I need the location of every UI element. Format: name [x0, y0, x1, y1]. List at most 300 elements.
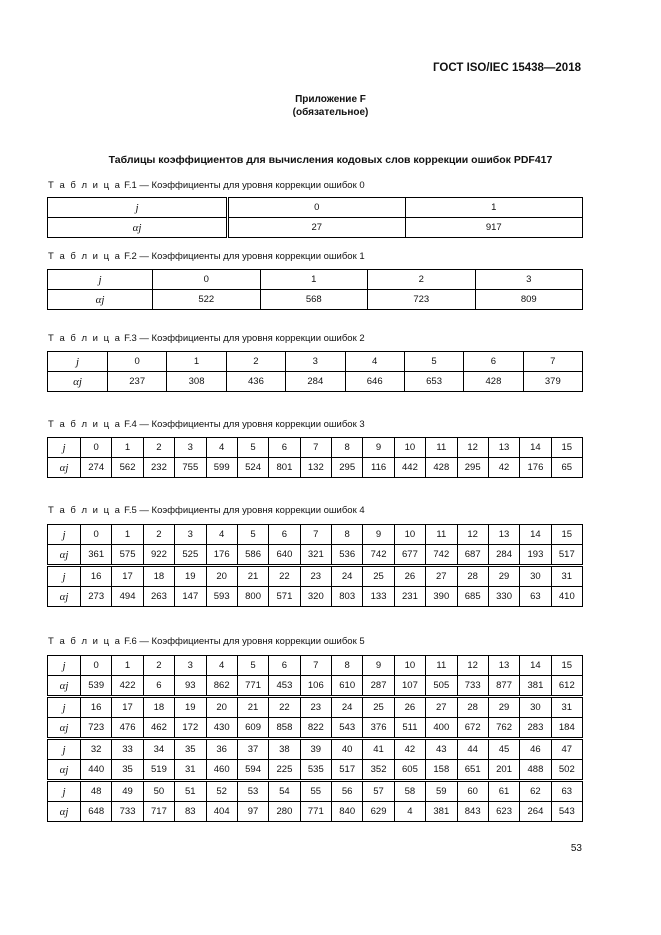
index-cell: 41: [363, 739, 394, 760]
index-row: [48, 352, 583, 372]
index-cell: 45: [488, 739, 519, 760]
index-cell: 37: [237, 739, 268, 760]
index-cell: 56: [332, 781, 363, 802]
index-cell: 11: [426, 525, 457, 545]
table-caption: [48, 505, 365, 516]
index-cell: 17: [112, 697, 143, 718]
index-cell: 61: [488, 781, 519, 802]
index-cell: 36: [206, 739, 237, 760]
coefficient-cell: 605: [394, 760, 425, 781]
coefficient-cell: 225: [269, 760, 300, 781]
index-cell: 16: [81, 566, 112, 587]
index-cell: 38: [269, 739, 300, 760]
index-cell: 12: [457, 438, 488, 458]
coefficient-cell: 284: [488, 545, 519, 566]
coefficient-cell: 494: [112, 587, 143, 607]
index-cell: 6: [269, 438, 300, 458]
index-cell: 12: [457, 656, 488, 676]
row-label-alpha: αj: [48, 802, 81, 822]
coefficient-cell: 231: [394, 587, 425, 607]
index-cell: 13: [488, 438, 519, 458]
index-cell: 0: [81, 438, 112, 458]
coefficient-cell: 440: [81, 760, 112, 781]
row-label-j: j: [48, 566, 81, 587]
table-caption: [48, 419, 365, 430]
index-cell: 35: [175, 739, 206, 760]
coefficient-cell: 593: [206, 587, 237, 607]
coefficient-row: [48, 587, 583, 607]
index-cell: 26: [394, 566, 425, 587]
index-cell: 15: [551, 438, 582, 458]
coefficient-cell: 677: [394, 545, 425, 566]
index-cell: 43: [426, 739, 457, 760]
index-cell: 49: [112, 781, 143, 802]
coefficient-cell: 517: [551, 545, 582, 566]
coefficient-cell: 264: [520, 802, 551, 822]
coefficient-row: [48, 545, 583, 566]
row-label-alpha: αj: [48, 718, 81, 739]
index-cell: 1: [112, 438, 143, 458]
index-cell: 11: [426, 656, 457, 676]
coefficient-cell: 133: [363, 587, 394, 607]
coefficient-cell: 132: [300, 458, 331, 478]
coefficient-table: [47, 655, 583, 822]
index-row: [48, 697, 583, 718]
table-caption: [48, 636, 365, 647]
coefficient-cell: 6: [143, 676, 174, 697]
index-cell: 40: [332, 739, 363, 760]
index-cell: 17: [112, 566, 143, 587]
index-cell: 39: [300, 739, 331, 760]
index-cell: 25: [363, 566, 394, 587]
index-cell: 16: [81, 697, 112, 718]
coefficient-cell: 809: [475, 290, 583, 310]
index-cell: 54: [269, 781, 300, 802]
row-label-alpha: αj: [48, 676, 81, 697]
row-label-alpha: αj: [48, 290, 153, 310]
row-label-j: j: [48, 781, 81, 802]
coefficient-row: [48, 676, 583, 697]
coefficient-cell: 840: [332, 802, 363, 822]
index-cell: 59: [426, 781, 457, 802]
index-cell: 5: [237, 525, 268, 545]
index-cell: 52: [206, 781, 237, 802]
coefficient-table: [47, 437, 583, 478]
table-caption-text: F.3 — Коэффициенты для уровня коррекции ошибок 2: [121, 333, 365, 344]
coefficient-table: [47, 269, 583, 310]
coefficient-cell: 522: [153, 290, 261, 310]
coefficient-cell: 274: [81, 458, 112, 478]
index-cell: 10: [394, 438, 425, 458]
table-caption-prefix: Т а б л и ц а: [48, 505, 122, 516]
index-cell: 8: [332, 438, 363, 458]
coefficient-cell: 176: [520, 458, 551, 478]
coefficient-cell: 594: [237, 760, 268, 781]
coefficient-cell: 27: [228, 218, 406, 238]
coefficient-cell: 263: [143, 587, 174, 607]
index-cell: 58: [394, 781, 425, 802]
coefficient-cell: 379: [523, 372, 582, 392]
row-label-alpha: αj: [48, 760, 81, 781]
index-cell: 15: [551, 656, 582, 676]
coefficient-cell: 158: [426, 760, 457, 781]
coefficient-cell: 917: [405, 218, 583, 238]
index-cell: 28: [457, 697, 488, 718]
index-cell: 55: [300, 781, 331, 802]
index-cell: 24: [332, 697, 363, 718]
index-cell: 9: [363, 656, 394, 676]
coefficient-cell: 65: [551, 458, 582, 478]
coefficient-cell: 107: [394, 676, 425, 697]
index-row: [48, 438, 583, 458]
index-cell: 1: [112, 656, 143, 676]
index-cell: 0: [228, 198, 406, 218]
coefficient-cell: 610: [332, 676, 363, 697]
row-label-alpha: αj: [48, 587, 81, 607]
page-number: 53: [570, 843, 582, 854]
coefficient-cell: 330: [488, 587, 519, 607]
coefficient-cell: 612: [551, 676, 582, 697]
row-label-j: j: [48, 438, 81, 458]
index-cell: 29: [488, 566, 519, 587]
coefficient-cell: 42: [488, 458, 519, 478]
coefficient-cell: 430: [206, 718, 237, 739]
coefficient-cell: 428: [426, 458, 457, 478]
index-cell: 9: [363, 438, 394, 458]
row-label-alpha: αj: [48, 545, 81, 566]
index-cell: 53: [237, 781, 268, 802]
index-cell: 24: [332, 566, 363, 587]
coefficient-cell: 232: [143, 458, 174, 478]
table-caption-text: F.2 — Коэффициенты для уровня коррекции ошибок 1: [121, 251, 365, 262]
index-cell: 8: [332, 656, 363, 676]
annex-title: Приложение F: [295, 94, 366, 105]
table-caption-text: F.4 — Коэффициенты для уровня коррекции ошибок 3: [121, 419, 365, 430]
coefficient-cell: 31: [175, 760, 206, 781]
coefficient-cell: 410: [551, 587, 582, 607]
coefficient-cell: 361: [81, 545, 112, 566]
coefficient-row: [48, 218, 583, 238]
index-cell: 4: [206, 525, 237, 545]
coefficient-cell: 733: [457, 676, 488, 697]
table-caption: [48, 180, 365, 191]
coefficient-cell: 562: [112, 458, 143, 478]
index-row: [48, 198, 583, 218]
coefficient-cell: 201: [488, 760, 519, 781]
index-cell: 18: [143, 697, 174, 718]
index-cell: 21: [237, 697, 268, 718]
coefficient-cell: 63: [520, 587, 551, 607]
row-label-j: j: [48, 352, 108, 372]
coefficient-cell: 648: [81, 802, 112, 822]
coefficient-cell: 723: [368, 290, 476, 310]
index-cell: 12: [457, 525, 488, 545]
coefficient-cell: 651: [457, 760, 488, 781]
coefficient-cell: 320: [300, 587, 331, 607]
page-title: Таблицы коэффициентов для вычисления кодовых слов коррекции ошибок PDF417: [108, 154, 553, 166]
coefficient-cell: 524: [237, 458, 268, 478]
coefficient-cell: 519: [143, 760, 174, 781]
index-cell: 14: [520, 656, 551, 676]
index-cell: 29: [488, 697, 519, 718]
coefficient-cell: 284: [286, 372, 345, 392]
coefficient-cell: 381: [426, 802, 457, 822]
index-cell: 3: [175, 656, 206, 676]
coefficient-cell: 543: [551, 802, 582, 822]
index-cell: 15: [551, 525, 582, 545]
index-cell: 0: [153, 270, 261, 290]
coefficient-cell: 488: [520, 760, 551, 781]
index-cell: 42: [394, 739, 425, 760]
index-cell: 7: [523, 352, 582, 372]
index-cell: 0: [81, 525, 112, 545]
index-cell: 13: [488, 525, 519, 545]
index-cell: 44: [457, 739, 488, 760]
index-row: [48, 525, 583, 545]
index-cell: 3: [475, 270, 583, 290]
coefficient-cell: 742: [363, 545, 394, 566]
coefficient-cell: 428: [464, 372, 523, 392]
coefficient-cell: 539: [81, 676, 112, 697]
index-cell: 10: [394, 656, 425, 676]
coefficient-cell: 762: [488, 718, 519, 739]
coefficient-row: [48, 372, 583, 392]
coefficient-cell: 442: [394, 458, 425, 478]
index-cell: 31: [551, 566, 582, 587]
coefficient-cell: 568: [260, 290, 368, 310]
row-label-alpha: αj: [48, 372, 108, 392]
index-cell: 7: [300, 525, 331, 545]
coefficient-cell: 83: [175, 802, 206, 822]
index-cell: 27: [426, 566, 457, 587]
coefficient-cell: 35: [112, 760, 143, 781]
table-caption-prefix: Т а б л и ц а: [48, 333, 122, 344]
coefficient-cell: 476: [112, 718, 143, 739]
coefficient-cell: 97: [237, 802, 268, 822]
index-cell: 5: [237, 656, 268, 676]
coefficient-cell: 283: [520, 718, 551, 739]
index-cell: 8: [332, 525, 363, 545]
coefficient-cell: 755: [175, 458, 206, 478]
index-cell: 2: [143, 525, 174, 545]
coefficient-table: [47, 524, 583, 607]
index-cell: 1: [167, 352, 226, 372]
index-cell: 0: [81, 656, 112, 676]
coefficient-cell: 862: [206, 676, 237, 697]
table-caption-prefix: Т а б л и ц а: [48, 251, 122, 262]
coefficient-cell: 575: [112, 545, 143, 566]
coefficient-cell: 646: [345, 372, 404, 392]
table-caption: [48, 333, 365, 344]
index-cell: 14: [520, 438, 551, 458]
index-cell: 3: [175, 438, 206, 458]
table-caption-text: F.1 — Коэффициенты для уровня коррекции ошибок 0: [121, 180, 365, 191]
index-cell: 6: [269, 525, 300, 545]
index-cell: 32: [81, 739, 112, 760]
coefficient-cell: 352: [363, 760, 394, 781]
coefficient-row: [48, 290, 583, 310]
coefficient-cell: 460: [206, 760, 237, 781]
index-cell: 1: [260, 270, 368, 290]
coefficient-cell: 586: [237, 545, 268, 566]
coefficient-cell: 922: [143, 545, 174, 566]
annex-status: (обязательное): [292, 107, 369, 118]
index-row: [48, 270, 583, 290]
coefficient-cell: 801: [269, 458, 300, 478]
index-row: [48, 566, 583, 587]
table-caption-prefix: Т а б л и ц а: [48, 636, 122, 647]
table-caption-text: F.6 — Коэффициенты для уровня коррекции ошибок 5: [121, 636, 365, 647]
coefficient-cell: 672: [457, 718, 488, 739]
index-cell: 27: [426, 697, 457, 718]
table-caption-prefix: Т а б л и ц а: [48, 419, 122, 430]
index-cell: 2: [143, 438, 174, 458]
coefficient-cell: 381: [520, 676, 551, 697]
coefficient-cell: 4: [394, 802, 425, 822]
coefficient-table: [47, 197, 583, 238]
coefficient-cell: 717: [143, 802, 174, 822]
index-cell: 2: [368, 270, 476, 290]
coefficient-cell: 822: [300, 718, 331, 739]
table-caption-prefix: Т а б л и ц а: [48, 180, 122, 191]
index-cell: 21: [237, 566, 268, 587]
coefficient-cell: 511: [394, 718, 425, 739]
coefficient-cell: 536: [332, 545, 363, 566]
index-cell: 5: [404, 352, 463, 372]
index-row: [48, 656, 583, 676]
index-cell: 10: [394, 525, 425, 545]
index-cell: 4: [345, 352, 404, 372]
coefficient-cell: 535: [300, 760, 331, 781]
coefficient-cell: 803: [332, 587, 363, 607]
index-cell: 14: [520, 525, 551, 545]
coefficient-cell: 723: [81, 718, 112, 739]
index-cell: 0: [108, 352, 167, 372]
coefficient-cell: 321: [300, 545, 331, 566]
row-label-alpha: αj: [48, 458, 81, 478]
row-label-j: j: [48, 739, 81, 760]
row-label-j: j: [48, 656, 81, 676]
index-cell: 6: [269, 656, 300, 676]
index-cell: 60: [457, 781, 488, 802]
row-label-j: j: [48, 697, 81, 718]
index-cell: 7: [300, 438, 331, 458]
index-row: [48, 739, 583, 760]
coefficient-cell: 640: [269, 545, 300, 566]
coefficient-cell: 308: [167, 372, 226, 392]
coefficient-cell: 147: [175, 587, 206, 607]
coefficient-cell: 629: [363, 802, 394, 822]
index-cell: 2: [143, 656, 174, 676]
coefficient-cell: 502: [551, 760, 582, 781]
index-cell: 62: [520, 781, 551, 802]
coefficient-cell: 237: [108, 372, 167, 392]
index-cell: 3: [175, 525, 206, 545]
index-cell: 47: [551, 739, 582, 760]
coefficient-row: [48, 760, 583, 781]
index-cell: 28: [457, 566, 488, 587]
index-cell: 6: [464, 352, 523, 372]
coefficient-cell: 733: [112, 802, 143, 822]
coefficient-cell: 172: [175, 718, 206, 739]
index-cell: 48: [81, 781, 112, 802]
coefficient-cell: 505: [426, 676, 457, 697]
index-row: [48, 781, 583, 802]
coefficient-cell: 599: [206, 458, 237, 478]
index-cell: 11: [426, 438, 457, 458]
coefficient-cell: 193: [520, 545, 551, 566]
index-cell: 30: [520, 566, 551, 587]
index-cell: 18: [143, 566, 174, 587]
index-cell: 1: [405, 198, 583, 218]
coefficient-cell: 771: [237, 676, 268, 697]
coefficient-cell: 685: [457, 587, 488, 607]
index-cell: 31: [551, 697, 582, 718]
coefficient-cell: 687: [457, 545, 488, 566]
index-cell: 51: [175, 781, 206, 802]
coefficient-cell: 525: [175, 545, 206, 566]
index-cell: 4: [206, 438, 237, 458]
index-cell: 7: [300, 656, 331, 676]
coefficient-cell: 280: [269, 802, 300, 822]
coefficient-cell: 609: [237, 718, 268, 739]
coefficient-cell: 422: [112, 676, 143, 697]
index-cell: 9: [363, 525, 394, 545]
coefficient-cell: 93: [175, 676, 206, 697]
coefficient-cell: 295: [332, 458, 363, 478]
coefficient-cell: 287: [363, 676, 394, 697]
index-cell: 23: [300, 566, 331, 587]
annex-heading: [0, 93, 661, 119]
coefficient-cell: 106: [300, 676, 331, 697]
index-cell: 19: [175, 566, 206, 587]
coefficient-row: [48, 458, 583, 478]
coefficient-cell: 543: [332, 718, 363, 739]
index-cell: 1: [112, 525, 143, 545]
coefficient-cell: 742: [426, 545, 457, 566]
index-cell: 57: [363, 781, 394, 802]
coefficient-cell: 404: [206, 802, 237, 822]
coefficient-cell: 176: [206, 545, 237, 566]
coefficient-cell: 184: [551, 718, 582, 739]
index-cell: 22: [269, 566, 300, 587]
index-cell: 46: [520, 739, 551, 760]
coefficient-cell: 462: [143, 718, 174, 739]
index-cell: 23: [300, 697, 331, 718]
coefficient-cell: 858: [269, 718, 300, 739]
index-cell: 4: [206, 656, 237, 676]
standard-code: ГОСТ ISO/IEC 15438—2018: [433, 62, 581, 74]
coefficient-cell: 453: [269, 676, 300, 697]
table-caption-text: F.5 — Коэффициенты для уровня коррекции ошибок 4: [121, 505, 365, 516]
coefficient-cell: 623: [488, 802, 519, 822]
coefficient-cell: 295: [457, 458, 488, 478]
coefficient-cell: 517: [332, 760, 363, 781]
index-cell: 33: [112, 739, 143, 760]
index-cell: 19: [175, 697, 206, 718]
index-cell: 13: [488, 656, 519, 676]
row-label-j: j: [48, 525, 81, 545]
coefficient-cell: 390: [426, 587, 457, 607]
coefficient-cell: 877: [488, 676, 519, 697]
coefficient-cell: 376: [363, 718, 394, 739]
row-label-alpha: αj: [48, 218, 228, 238]
coefficient-cell: 771: [300, 802, 331, 822]
index-cell: 34: [143, 739, 174, 760]
index-cell: 50: [143, 781, 174, 802]
row-label-j: j: [48, 198, 228, 218]
index-cell: 3: [286, 352, 345, 372]
